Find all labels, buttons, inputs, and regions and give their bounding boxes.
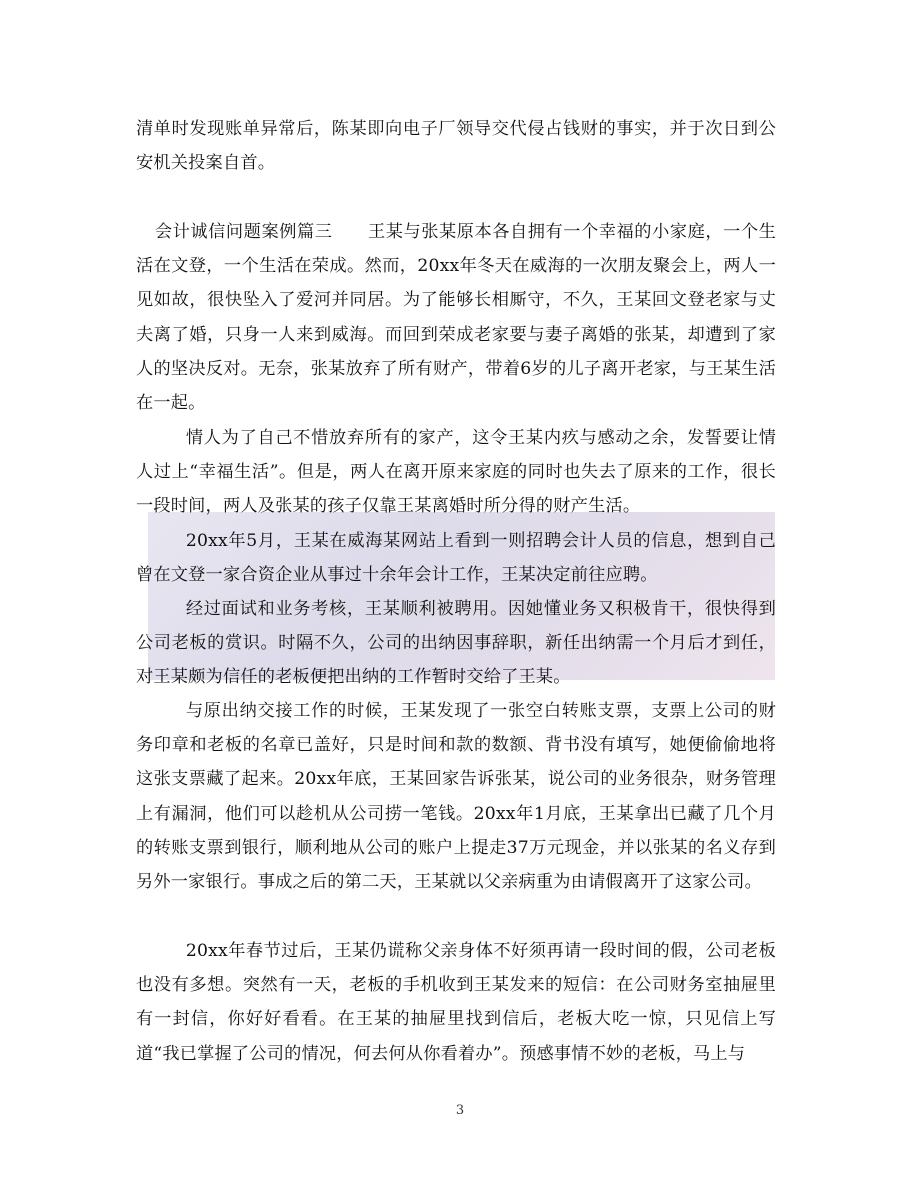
paragraph-4: 20xx年5月，王某在威海某网站上看到一则招聘会计人员的信息，想到自己曾在文登一家合资企业从事过十余年会计工作，王某决定前往应聘。 — [136, 531, 776, 586]
paragraph-3: 情人为了自己不惜放弃所有的家产，这令王某内疚与感动之余，发誓要让情人过上“幸福生活”。但是，两人在离开原来家庭的同时也失去了原来的工作，很长一段时间，两人及张某的孩子仅靠王某离婚时所分得的财产生活。 — [136, 428, 776, 517]
paragraph-2: 会计诚信问题案例篇三 王某与张某原本各自拥有一个幸福的小家庭，一个生活在文登，一个生活在荣成。然而，20xx年冬天在威海的一次朋友聚会上，两人一见如故，很快坠入了爱河并同居。为了能够长相厮守，不久，王某回文登老家与丈夫离了婚，只身一人来到威海。而回到荣成老家要与妻子离婚的张某，却遭到了家人的坚决反对。无奈，张某放弃了所有财产，带着6岁的儿子离开老家，与王某生活在一起。 — [136, 222, 776, 414]
paragraph-5: 经过面试和业务考核，王某顺利被聘用。因她懂业务又积极肯干，很快得到公司老板的赏识。时隔不久，公司的出纳因事辞职，新任出纳需一个月后才到任，对王某颇为信任的老板便把出纳的工作暂时交给了王某。 — [136, 599, 776, 688]
paragraph-1: 清单时发现账单异常后，陈某即向电子厂领导交代侵占钱财的事实，并于次日到公安机关投案自首。 — [136, 119, 776, 174]
paragraph-7: 20xx年春节过后，王某仍谎称父亲身体不好须再请一段时间的假，公司老板也没有多想。突然有一天，老板的手机收到王某发来的短信：在公司财务室抽屉里有一封信，你好好看看。在王某的抽屉里找到信后，老板大吃一惊，只见信上写道“我已掌握了公司的情况，何去何从你看着办”。预感事情不妙的老板，马上与 — [136, 941, 776, 1064]
page-number: 3 — [455, 1103, 465, 1118]
paragraph-6: 与原出纳交接工作的时候，王某发现了一张空白转账支票，支票上公司的财务印章和老板的名章已盖好，只是时间和款的数额、背书没有填写，她便偷偷地将这张支票藏了起来。20xx年底，王某回家告诉张某，说公司的业务很杂，财务管理上有漏洞，他们可以趁机从公司捞一笔钱。20xx年1月底，王某拿出已藏了几个月的转账支票到银行，顺利地从公司的账户上提走37万元现金，并以张某的名义存到另外一家银行。事成之后的第二天，王某就以父亲病重为由请假离开了这家公司。 — [136, 701, 776, 893]
